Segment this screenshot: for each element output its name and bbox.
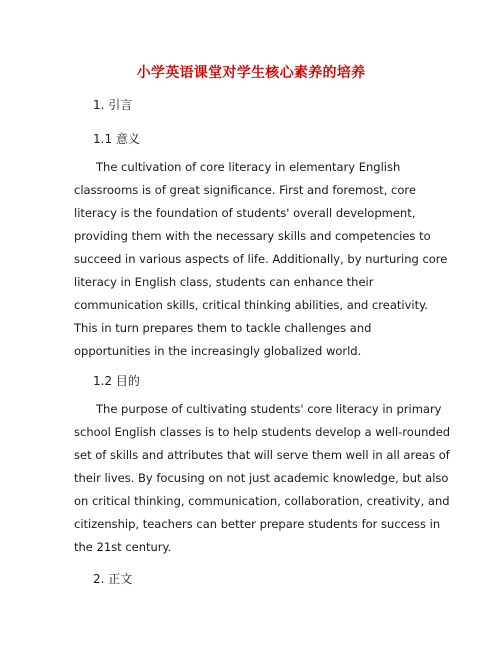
paragraph-line: The cultivation of core literacy in elementary English <box>96 160 401 174</box>
subsection-heading-1-1: 1.1 意义 <box>93 132 140 146</box>
subsection-heading-1-2: 1.2 目的 <box>93 374 140 388</box>
paragraph-line: literacy is the foundation of students' overall development, <box>74 206 416 220</box>
paragraph-line: citizenship, teachers can better prepare students for success in <box>74 517 441 531</box>
paragraph-purpose <box>74 398 451 559</box>
paragraph-line: on critical thinking, communication, collaboration, creativity, and <box>74 494 450 508</box>
paragraph-line: classrooms is of great significance. First and foremost, core <box>74 183 416 197</box>
paragraph-line: the 21st century. <box>74 540 172 554</box>
paragraph-line: their lives. By focusing on not just academic knowledge, but also <box>74 471 449 485</box>
paragraph-line: communication skills, critical thinking abilities, and creativity. <box>74 298 428 312</box>
paragraph-line: This in turn prepares them to tackle challenges and <box>74 321 372 335</box>
paragraph-line: succeed in various aspects of life. Additionally, by nurturing core <box>74 252 448 266</box>
paragraph-line: The purpose of cultivating students' core literacy in primary <box>96 402 442 416</box>
paragraph-line: providing them with the necessary skills and competencies to <box>74 229 431 243</box>
section-heading-1: 1. 引言 <box>93 98 133 112</box>
paragraph-line: school English classes is to help students develop a well-rounded <box>74 425 451 439</box>
paragraph-line: opportunities in the increasingly globalized world. <box>74 344 362 358</box>
paragraph-significance <box>74 156 446 363</box>
document-title: 小学英语课堂对学生核心素养的培养 <box>136 65 366 81</box>
paragraph-line: set of skills and attributes that will serve them well in all areas of <box>74 448 450 462</box>
paragraph-line: literacy in English class, students can enhance their <box>74 275 374 289</box>
section-heading-2: 2. 正文 <box>93 572 133 586</box>
